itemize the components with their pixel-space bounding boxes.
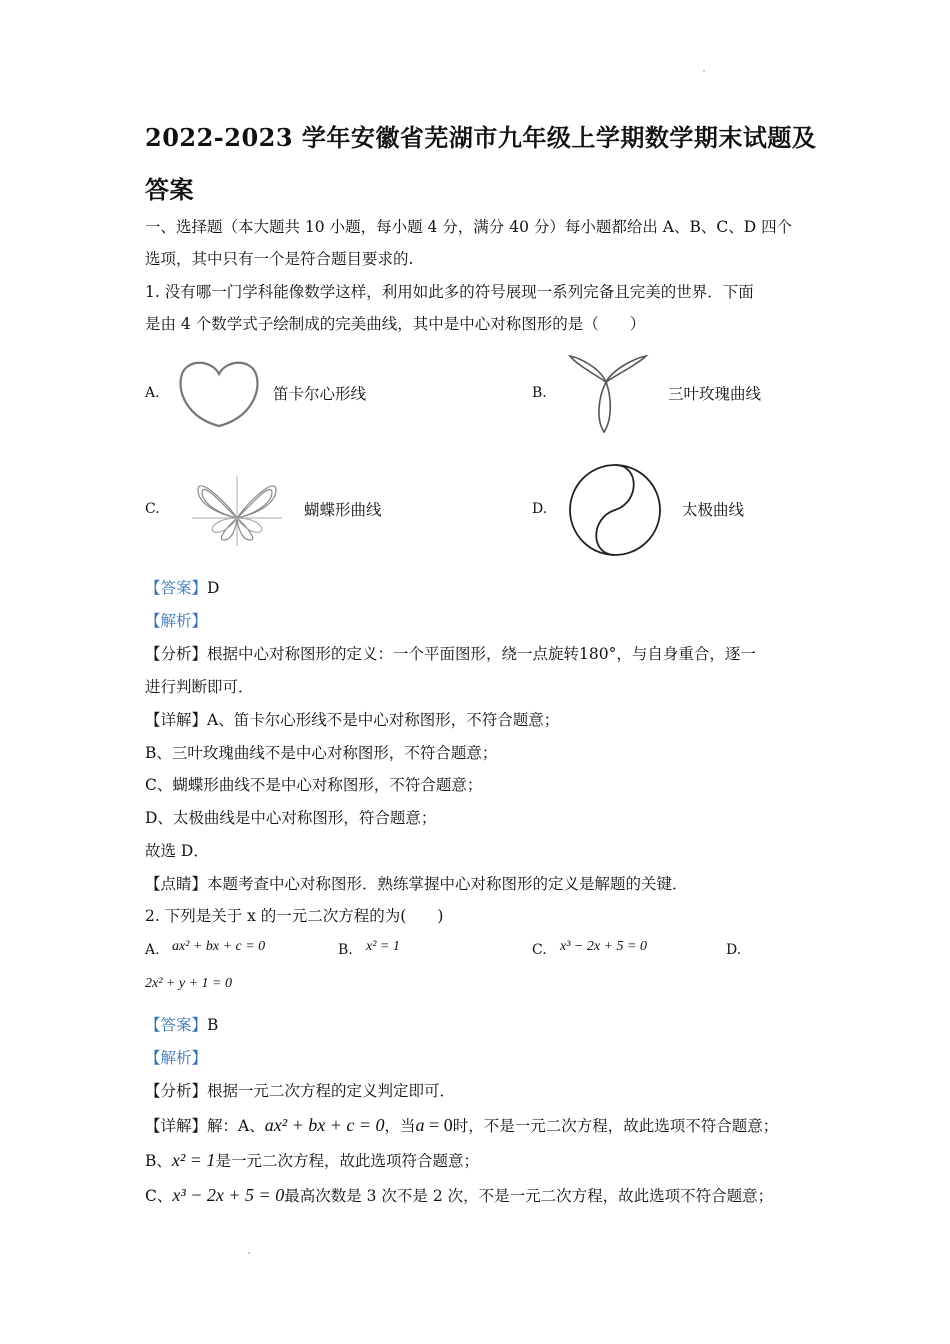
q1-stem-line1: 1. 没有哪一门学科能像数学这样，利用如此多的符号展现一系列完备且完美的世界．下面 bbox=[145, 283, 754, 301]
q1-xiangjie-line5: 故选 D． bbox=[145, 842, 209, 860]
q2-option-b-expr: x² = 1 bbox=[366, 939, 400, 954]
q1-stem-line2: 是由 4 个数学式子绘制成的完美曲线，其中是中心对称图形的是（ ） bbox=[145, 315, 646, 333]
butterfly-curve-figure bbox=[188, 474, 286, 548]
q2-xiangjie-line3 bbox=[145, 1184, 773, 1207]
q2-xiangjie-line2 bbox=[145, 1149, 479, 1172]
scan-speck bbox=[703, 70, 705, 72]
q2-xj1-c: 时，不是一元二次方程，故此选项不符合题意； bbox=[452, 1117, 779, 1135]
q1-option-d-caption: 太极曲线 bbox=[682, 501, 745, 519]
scan-speck bbox=[248, 1252, 250, 1254]
q1-option-a-caption: 笛卡尔心形线 bbox=[273, 385, 367, 403]
q1-answer: D bbox=[207, 579, 220, 597]
q2-option-a-expr: ax² + bx + c = 0 bbox=[172, 939, 266, 954]
fenxi-tag: 【分析】 bbox=[145, 645, 208, 663]
answer-tag: 【答案】 bbox=[145, 1016, 208, 1034]
q2-fenxi-text: 根据一元二次方程的定义判定即可． bbox=[207, 1082, 456, 1100]
q2-xj2-b: 是一元二次方程，故此选项符合题意； bbox=[215, 1152, 479, 1170]
q2-xj2-expr: x² = 1 bbox=[171, 1150, 216, 1170]
q1-xiangjie-text1: A、笛卡尔心形线不是中心对称图形，不符合题意； bbox=[207, 711, 560, 729]
q2-xj2-a: B、 bbox=[145, 1152, 172, 1170]
q1-xiangjie-line2: B、三叶玫瑰曲线不是中心对称图形，不符合题意； bbox=[145, 744, 498, 762]
q2-option-c-expr: x³ − 2x + 5 = 0 bbox=[560, 939, 647, 954]
q2-option-b-letter: B. bbox=[338, 942, 353, 958]
analysis-tag: 【解析】 bbox=[145, 612, 208, 630]
q1-option-b-letter: B. bbox=[532, 385, 547, 401]
xiangjie-tag: 【详解】 bbox=[145, 711, 208, 729]
q2-xj1-b: ，当 bbox=[384, 1117, 416, 1135]
q1-xiangjie-line1 bbox=[145, 709, 559, 731]
q1-option-b-caption: 三叶玫瑰曲线 bbox=[668, 385, 762, 403]
q2-xiangjie-line1 bbox=[145, 1114, 778, 1137]
section-instructions-line1: 一、选择题（本大题共 10 小题，每小题 4 分，满分 40 分）每小题都给出 A、B、C、D 四个 bbox=[145, 218, 793, 236]
q2-xj3-b: 最高次数是 3 次不是 2 次，不是一元二次方程，故此选项不符合题意； bbox=[284, 1187, 774, 1205]
q2-xj1-a: 解：A、 bbox=[207, 1117, 265, 1135]
document-title: 2022-2023 学年安徽省芜湖市九年级上学期数学期末试题及答案 bbox=[145, 123, 817, 204]
q1-fenxi-text1: 根据中心对称图形的定义：一个平面图形，绕一点旋转180°，与自身重合，逐一 bbox=[207, 645, 756, 663]
q1-xiangjie-line4: D、太极曲线是中心对称图形，符合题意； bbox=[145, 809, 437, 827]
q2-option-c-letter: C. bbox=[532, 942, 547, 958]
q2-fenxi-line bbox=[145, 1080, 455, 1102]
q1-dianjing-text: 本题考查中心对称图形．熟练掌握中心对称图形的定义是解题的关键． bbox=[207, 875, 688, 893]
q2-xj1-expr: ax² + bx + c = 0 bbox=[264, 1115, 385, 1135]
cardioid-figure bbox=[176, 356, 262, 430]
q1-option-a-letter: A. bbox=[145, 385, 160, 401]
three-leaf-rose-figure bbox=[566, 354, 650, 434]
answer-tag: 【答案】 bbox=[145, 579, 208, 597]
q1-xiangjie-line3: C、蝴蝶形曲线不是中心对称图形，不符合题意； bbox=[145, 776, 483, 794]
q1-option-c-caption: 蝴蝶形曲线 bbox=[304, 501, 382, 519]
q1-answer-line bbox=[145, 577, 219, 599]
q2-xj3-expr: x³ − 2x + 5 = 0 bbox=[172, 1185, 285, 1205]
q2-xj1-cond: a = 0 bbox=[415, 1115, 453, 1135]
q2-answer-line bbox=[145, 1014, 218, 1036]
q2-option-d-letter: D. bbox=[726, 942, 742, 958]
q1-dianjing-line bbox=[145, 873, 688, 895]
q2-answer: B bbox=[207, 1016, 219, 1034]
taiji-curve-figure bbox=[566, 462, 664, 558]
q1-option-c-letter: C. bbox=[145, 501, 160, 517]
section-instructions-line2: 选项，其中只有一个是符合题目要求的. bbox=[145, 250, 414, 268]
q2-xj3-a: C、 bbox=[145, 1187, 173, 1205]
q1-option-d-letter: D. bbox=[532, 501, 548, 517]
q1-fenxi-line1 bbox=[145, 643, 756, 665]
fenxi-tag: 【分析】 bbox=[145, 1082, 208, 1100]
analysis-tag: 【解析】 bbox=[145, 1049, 208, 1067]
q2-option-d-expr: 2x² + y + 1 = 0 bbox=[145, 976, 232, 991]
q2-option-a-letter: A. bbox=[145, 942, 160, 958]
q2-stem: 2. 下列是关于 x 的一元二次方程的为( ) bbox=[145, 907, 444, 925]
dianjing-tag: 【点睛】 bbox=[145, 875, 208, 893]
q1-fenxi-line2: 进行判断即可． bbox=[145, 678, 254, 696]
xiangjie-tag: 【详解】 bbox=[145, 1117, 208, 1135]
